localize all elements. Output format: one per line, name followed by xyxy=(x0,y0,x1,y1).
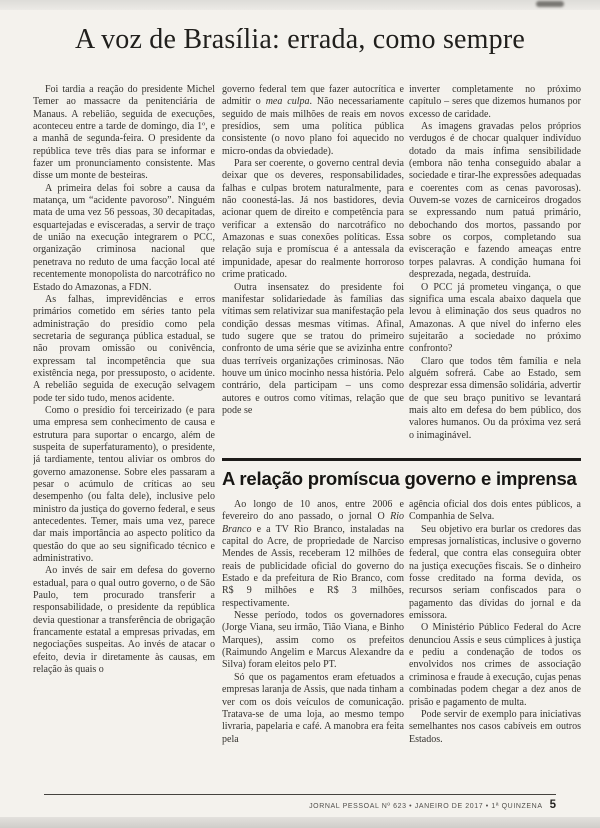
paragraph: A primeira delas foi sobre a causa da matança, um “acidente pavoroso”. Ninguém mata de uma vez 56 pessoas, 30 decapitadas, esquartejadas e evisceradas, a servir de traço de união na execução integrarem o PCC, organização criminosa nacional que penetrava no reduto de uma facção local até recentemente monopolista do narcotráfico no Estado do Amazonas, a FDN. xyxy=(33,182,215,293)
paragraph: As falhas, imprevidências e erros primários cometido em séries tanto pela administração do presídio como pela secretaria de segurança pública estadual, se não provam omissão ou conivência, expressam tal incompetência que sua existência nega, por pressuposto, o acidente. A rebelião seguida de execução selvagem pode ter sido tudo, menos acidente. xyxy=(33,293,215,404)
paragraph: Seu objetivo era burlar os credores das empresas jornalísticas, inclusive o governo federal, que contra elas conseguira obter na justiça execuções fiscais. Se o dinheiro fosse creditado na forma devida, os recursos seriam confiscados para o pagamento das dívidas do jornal e da emissora. xyxy=(409,523,581,622)
paragraph: Pode servir de exemplo para iniciativas semelhantes nos casos cabíveis em outros Estados. xyxy=(409,708,581,745)
page-number: 5 xyxy=(549,799,556,811)
paragraph: Só que os pagamentos eram efetuados a empresas laranja de Assis, que nada tinham a ver com os dois veículos de comunicação. Tratava-se de uma loja, ao mesmo tempo livraria, papelaria e café. A manobra era feita pela xyxy=(222,671,404,745)
article1-column-2 xyxy=(222,84,404,458)
article2-columns xyxy=(222,499,581,787)
article2-column-1 xyxy=(222,499,404,787)
scan-edge-bottom xyxy=(0,817,600,828)
headline-rule xyxy=(222,458,581,461)
paragraph: Como o presídio foi terceirizado (e para uma empresa sem conhecimento de causa e estrutura para suportar o encargo, além de suspeita de superfaturamento), o presidente, já tardiamente, tentou aliviar os ombros do governo amazonense. Sobre eles passaram a pesar o acúmulo de críticas ao seu desempenho (ou falta dele), inclusive pelo ministro da justiça do governo federal, e seus antecedentes. Temer, mais uma vez, parece dar mais importância ao aspecto político da questão do que ao seu significado técnico e administrativo. xyxy=(33,404,215,565)
paragraph: Foi tardia a reação do presidente Michel Temer ao massacre da penitenciária de Manaus. A rebelião, seguida de execuções, aconteceu entre a tarde de domingo, dia 1º, e a manhã de segunda-feira. O presidente da república teve três dias para se informar e fazer um pronunciamento consistente. Mas disse um monte de besteiras. xyxy=(33,84,215,182)
article2-headline: A relação promíscua governo e imprensa xyxy=(222,468,577,489)
footer-rule xyxy=(44,794,556,795)
paragraph: As imagens gravadas pelos próprios verdugos é de chocar qualquer indivíduo dotado da mais ínfima sensibilidade (embora não tenha conseguido abalar a sociedade e tirar-lhe expressões adequadas e coerentes com as cenas pavorosas). Ouvem-se vozes de carniceiros drogados se expressando num patuá primário, debochando dos mortos, passando por sobre os corpos, completando sua evisceração e fazendo ameaças entre torpes palavras. A condição humana foi desprezada, negada, destruída. xyxy=(409,121,581,281)
paragraph: inverter completamente no próximo capítulo – seres que dizemos humanos por excesso de caridade. xyxy=(409,84,581,120)
paragraph: O Ministério Público Federal do Acre denunciou Assis e seus cúmplices à justiça e pediu a condenação de todos os envolvidos nos crimes de associação criminosa e fraude à execução, cujas penas combinadas podem chegar a dez anos de prisão e pagamento de multa. xyxy=(409,622,581,708)
paragraph: Nesse período, todos os governadores (Jorge Viana, seu irmão, Tião Viana, e Binho Marques), assim como os prefeitos (Raimundo Angelim e Marcus Alexandre da Silva) foram eleitos pelo PT. xyxy=(222,610,404,671)
article2-column-2 xyxy=(409,499,581,787)
paragraph: Ao invés de sair em defesa do governo estadual, para o qual outro governo, o de São Paulo, tem procurado transferir a responsabilidade, o presidente da república devia questionar a transferência de obrigação francamente estatal a empresas privadas, em negociações suspeitas. Ao invés de atacar o efeito, devia ir diretamente às causas, em relação às quais o xyxy=(33,565,215,676)
scan-edge-top xyxy=(0,0,600,10)
paragraph: governo federal tem que fazer autocrítica e admitir o mea culpa. Não necessariamente seguido de mais milhões de reais em novos presídios, sem uma política pública consistente (o novo plano foi aquecido no micro-ondas da obviedade). xyxy=(222,84,404,157)
article1-column-1 xyxy=(33,84,215,796)
article2-section xyxy=(222,458,581,788)
journal-issue-info: JORNAL PESSOAL Nº 623 • JANEIRO DE 2017 • 1ª QUINZENA xyxy=(309,803,543,810)
paragraph: Ao longo de 10 anos, entre 2006 e fevereiro do ano passado, o jornal O Rio Branco e a TV Rio Branco, instaladas na capital do Acre, de propriedade de Narciso Mendes de Assis, receberam 12 milhões de reais de publicidade oficial do governo do Estado e da prefeitura de Rio Branco, com R$ 9 milhões e R$ 3 milhões, respectivamente. xyxy=(222,499,404,609)
article1-headline: A voz de Brasília: errada, como sempre xyxy=(75,24,525,55)
article1-column-3 xyxy=(409,84,581,458)
footer-text xyxy=(44,799,556,811)
paragraph: Para ser coerente, o governo central devia deixar que os deveres, responsabilidades, falhas e culpas brotem naturalmente, para não coonestá-las. Já nos bastidores, devia acionar quem de direito e competência para verificar a extensão do narcotráfico no Amazonas e suas conexões políticas. Essa relação suja e promíscua é a antessala da impunidade, apesar do realmente horroroso crime praticado. xyxy=(222,158,404,281)
paragraph: Outra insensatez do presidente foi manifestar solidariedade às famílias das vítimas sem relativizar sua manifestação pela condição dessas mesmas vítimas. Afinal, tudo sugere que se tratou do primeiro confronto de uma série que se avizinha entre duas terríveis organizações criminosas. Não houve um único mocinho nessa história. Pelo contrário, dela participam – uns como autores e outros como vítimas, relação que pode se xyxy=(222,281,404,416)
paragraph: O PCC já prometeu vingança, o que significa uma escala abaixo daquela que levou à eliminação dos seus quadros no Amazonas. A que nível do inferno eles sujeitarão a sociedade no próximo confronto? xyxy=(409,281,581,355)
paragraph: Claro que todos têm família e nela alguém sofrerá. Cabe ao Estado, sem desprezar essa dimensão solidária, advertir de que seu braço punitivo se levantará mais alto em defesa do bem público, dos valores humanos. Ou da próxima vez será o inimaginável. xyxy=(409,355,581,441)
paragraph: agência oficial dos dois entes públicos, a Companhia de Selva. xyxy=(409,499,581,523)
scan-artifact xyxy=(536,1,564,7)
page-footer xyxy=(44,794,556,811)
